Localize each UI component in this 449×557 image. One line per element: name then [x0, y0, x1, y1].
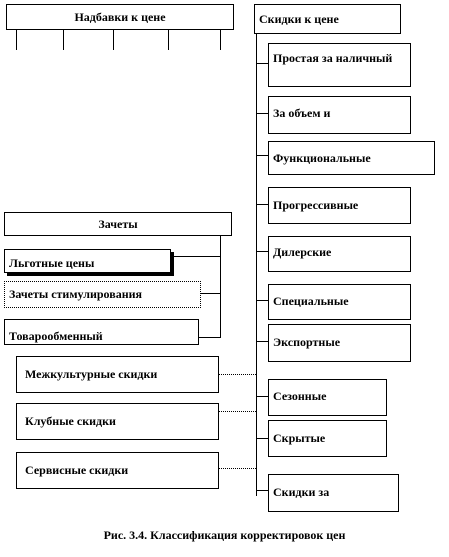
discount-dealer [268, 236, 411, 272]
discount-connector [256, 113, 268, 114]
discount-label: Простая за наличный [273, 51, 393, 65]
discount-club [16, 403, 219, 440]
discount-simple-cash [268, 43, 411, 87]
discount-connector [256, 251, 268, 252]
offset-barter [4, 319, 199, 345]
other-discount-label: Сервисные скидки [25, 463, 129, 477]
discount-seasonal [268, 379, 387, 416]
discounts-title: Скидки к цене [259, 12, 339, 26]
offsets-connector [201, 293, 221, 294]
discount-for [268, 474, 399, 512]
discount-connector [256, 155, 268, 156]
markups-tick [113, 30, 114, 50]
offset-label: Льготные цены [9, 256, 95, 270]
discount-label: Экспортные [273, 335, 341, 349]
discount-connector [256, 300, 268, 301]
offset-label: Товарообменный [9, 329, 103, 343]
discount-volume [268, 96, 411, 134]
discounts-box [254, 4, 401, 34]
discount-label: Дилерские [273, 245, 332, 259]
discount-service [16, 452, 219, 489]
markups-tick [168, 30, 169, 50]
other-discount-label: Межкультурные скидки [25, 367, 158, 381]
discount-export [268, 324, 411, 362]
dotted-connector [219, 374, 256, 375]
discount-intercultural [16, 356, 219, 393]
markups-tick [63, 30, 64, 50]
figure-caption: Рис. 3.4. Классификация корректировок цен [103, 528, 346, 542]
discount-label: Функциональные [273, 151, 371, 165]
discount-functional [268, 141, 435, 175]
dotted-connector [219, 468, 256, 469]
discount-connector [256, 396, 268, 397]
discount-connector [256, 204, 268, 205]
discount-progressive [268, 187, 411, 224]
dotted-connector [219, 411, 256, 412]
discount-label: Прогрессивные [273, 198, 359, 212]
discount-special [268, 284, 411, 320]
markups-tick [16, 30, 17, 50]
discount-connector [256, 63, 268, 64]
offset-incentive [4, 281, 201, 308]
discounts-spine [256, 34, 257, 496]
discount-hidden [268, 420, 387, 457]
discount-connector [256, 438, 268, 439]
offsets-box [4, 212, 232, 236]
offset-preferential-prices [4, 249, 171, 273]
discount-connector [256, 341, 268, 342]
markups-box [6, 4, 234, 30]
offset-label: Зачеты стимулирования [9, 287, 143, 301]
discount-connector [256, 490, 268, 491]
offsets-title: Зачеты [98, 217, 138, 231]
discount-label: За объем и [273, 106, 331, 120]
other-discount-label: Клубные скидки [25, 414, 116, 428]
discount-label: Сезонные [273, 389, 327, 403]
offsets-spine [220, 236, 221, 338]
discount-label: Специальные [273, 294, 349, 308]
markups-tick [220, 30, 221, 50]
offsets-connector [199, 337, 221, 338]
markups-title: Надбавки к цене [74, 10, 166, 24]
offsets-connector [171, 256, 221, 257]
discount-label: Скрытые [273, 431, 326, 445]
discount-label: Скидки за [273, 485, 330, 499]
